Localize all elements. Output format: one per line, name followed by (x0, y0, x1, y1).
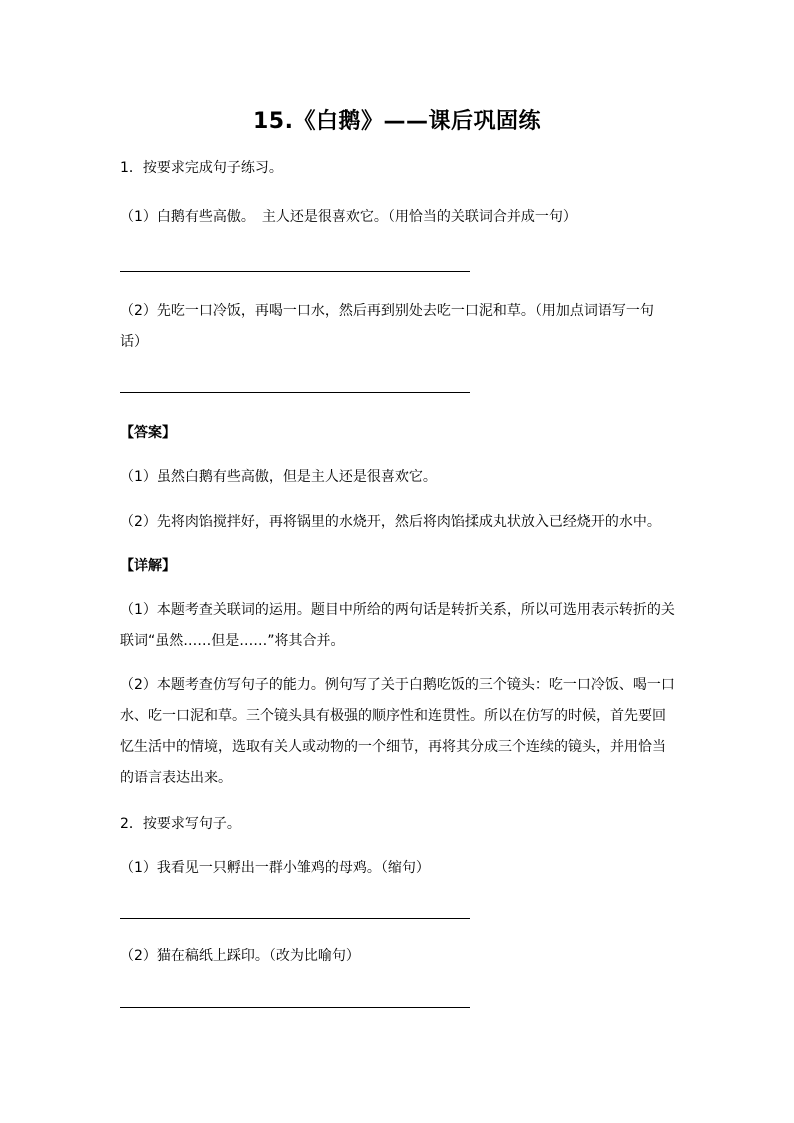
answer-blank-2-2[interactable] (120, 1007, 470, 1008)
explanation-2-line-1: （2）本题考查仿写句子的能力。例句写了关于白鹅吃饭的三个镜头：吃一口冷饭、喝一口 (120, 677, 675, 693)
answer-blank-1-2[interactable] (120, 392, 470, 393)
question-1-item-1: （1）白鹅有些高傲。 主人还是很喜欢它。（用恰当的关联词合并成一句） (120, 209, 577, 225)
question-2-item-1: （1）我看见一只孵出一群小雏鸡的母鸡。（缩句） (120, 860, 430, 876)
question-2-stem: 2．按要求写句子。 (120, 816, 241, 832)
question-1-item-2-line-2: 话） (120, 334, 148, 350)
explanation-1-line-2: 联词“虽然……但是……”将其合并。 (120, 633, 345, 649)
answer-2: （2）先将肉馅搅拌好，再将锅里的水烧开，然后将肉馅揉成丸状放入已经烧开的水中。 (120, 514, 661, 530)
question-1-stem: 1．按要求完成句子练习。 (120, 160, 283, 176)
explanation-2-line-3: 忆生活中的情境，选取有关人或动物的一个细节，再将其分成三个连续的镜头，并用恰当 (120, 739, 666, 755)
explanation-heading: 【详解】 (120, 558, 176, 574)
answer-blank-2-1[interactable] (120, 918, 470, 919)
page-title: 15.《白鹅》——课后巩固练 (253, 109, 541, 134)
answer-blank-1-1[interactable] (120, 271, 470, 272)
answer-heading: 【答案】 (120, 425, 176, 441)
explanation-2-line-2: 水、吃一口泥和草。三个镜头具有极强的顺序性和连贯性。所以在仿写的时候，首先要回 (120, 708, 666, 724)
answer-1: （1）虽然白鹅有些高傲，但是主人还是很喜欢它。 (120, 469, 437, 485)
explanation-1-line-1: （1）本题考查关联词的运用。题目中所给的两句话是转折关系，所以可选用表示转折的关 (120, 602, 675, 618)
explanation-2-line-4: 的语言表达出来。 (120, 770, 232, 786)
question-1-item-2-line-1: （2）先吃一口冷饭，再喝一口水，然后再到别处去吃一口泥和草。（用加点词语写一句 (120, 303, 654, 319)
question-2-item-2: （2）猫在稿纸上踩印。（改为比喻句） (120, 948, 360, 964)
